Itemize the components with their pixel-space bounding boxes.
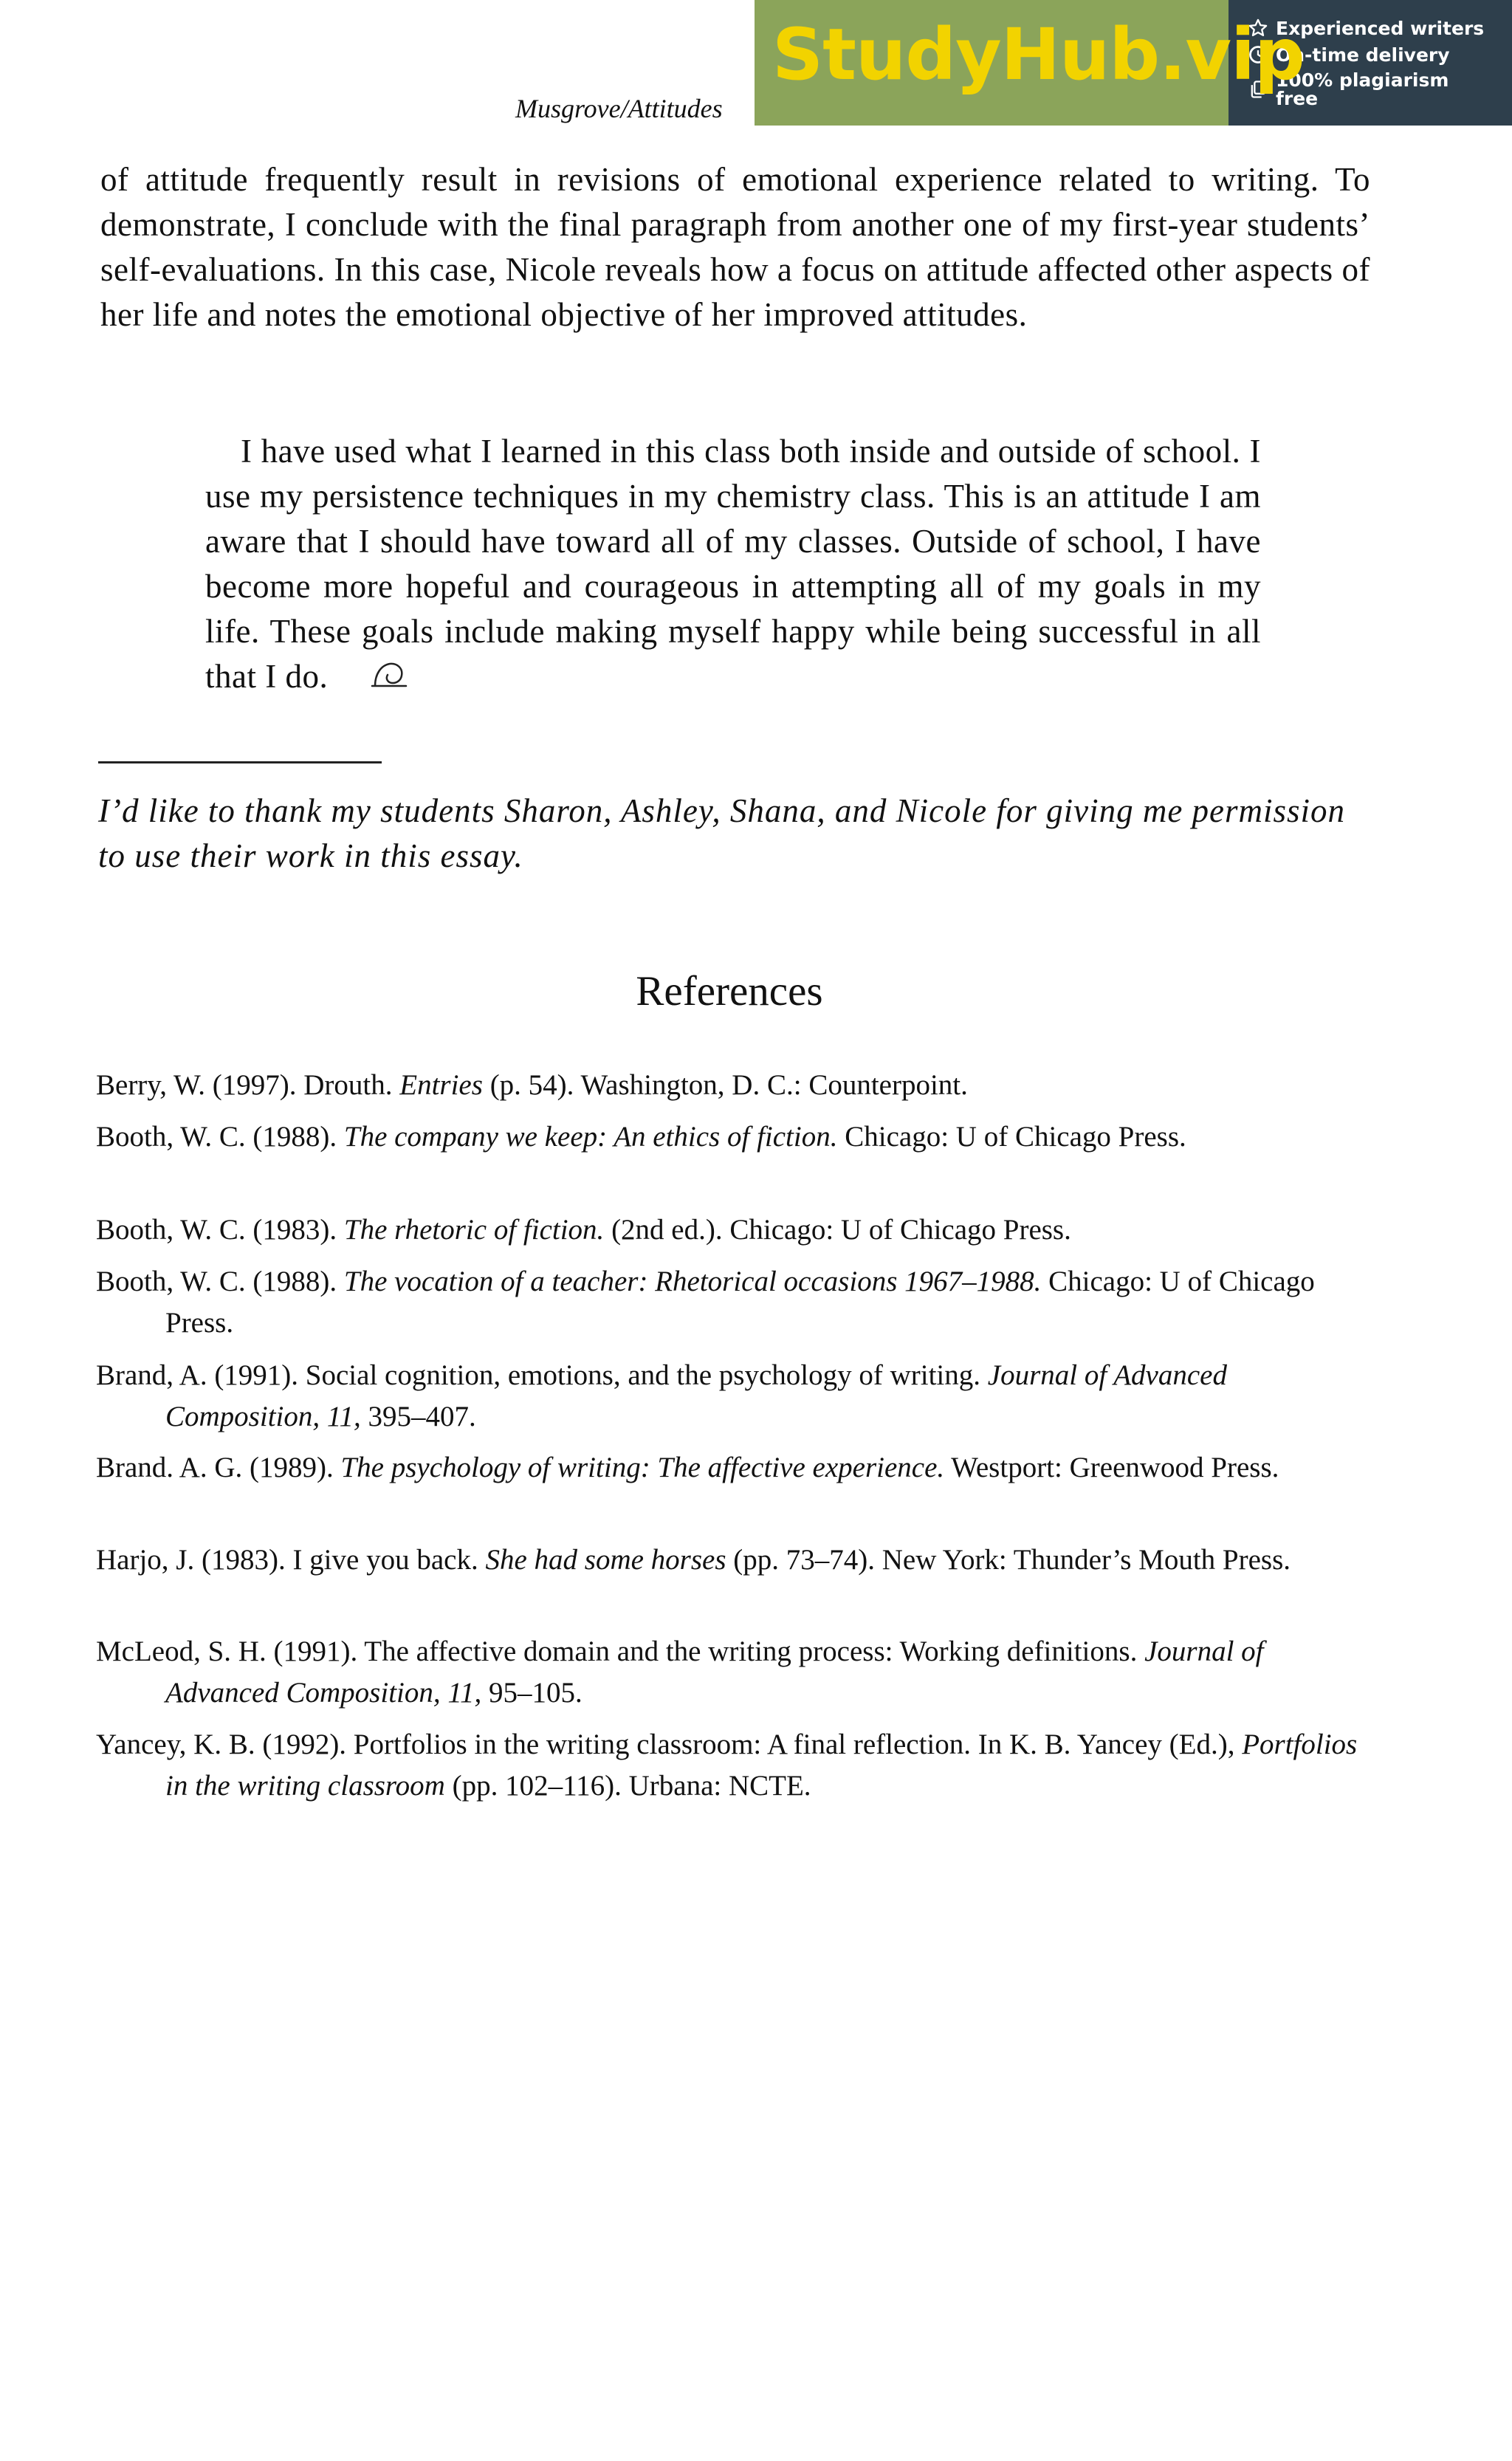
feature-label: Experienced writers [1276,17,1485,39]
reference-item: Booth, W. C. (1983). The rhetoric of fiction. (2nd ed.). Chicago: U of Chicago Press. [96,1214,1071,1246]
references-heading: References [636,968,823,1015]
banner-logo-panel[interactable] [755,0,1305,126]
block-quote-text: I have used what I learned in this class both inside and outside of school. I use my persistence techniques in my chemistry class. This is an attitude I am aware that I should have toward all of my classes. Outside of school, I have become more hopeful and courageous in attempting all of my goals in my life. These goals include making myself happy while being successful in all that I do. [205,433,1261,695]
reference-item: Booth, W. C. (1988). The company we keep: An ethics of fiction. Chicago: U of Chicago Press. [96,1121,1186,1153]
reference-item: Brand. A. G. (1989). The psychology of writing: The affective experience. Westport: Greenwood Press. [96,1452,1279,1483]
acknowledgment: I’d like to thank my students Sharon, Ashley, Shana, and Nicole for giving me permission to use their work in this essay. [98,792,1346,874]
studyhub-banner[interactable] [755,0,1512,126]
body-paragraph: of attitude frequently result in revisions of emotional experience related to writing. To demonstrate, I conclude with the final paragraph from another one of my first-year students’ self-evaluations. In this case, Nicole reveals how a focus on attitude affected other aspects of her life and notes the emotional objective of her improved attitudes. [100,161,1370,333]
feature-label: 100% plagiarism free [1276,69,1449,109]
feature-label: On-time delivery [1276,44,1450,66]
footnote-rule [98,761,382,763]
reference-item: Berry, W. (1997). Drouth. Entries (p. 54). Washington, D. C.: Counterpoint. [96,1069,968,1101]
reference-item: Yancey, K. B. (1992). Portfolios in the writing classroom: A final reflection. In K. B. Yancey (Ed.), Portfolios in the writing classroom (pp. 102–116). Urbana: NCTE. [96,1729,1358,1802]
reference-item: Booth, W. C. (1988). The vocation of a teacher: Rhetorical occasions 1967–1988. Chicago: U of Chicago Press. [96,1266,1315,1339]
block-quote [205,429,1261,699]
running-head: Musgrove/Attitudes [515,94,723,123]
end-mark-icon [332,657,375,690]
reference-item: Brand, A. (1991). Social cognition, emotions, and the psychology of writing. Journal of Advanced Composition, 11, 395–407. [96,1359,1227,1432]
reference-item: McLeod, S. H. (1991). The affective domain and the writing process: Working definitions. Journal of Advanced Composition, 11, 95–105. [96,1635,1264,1709]
studyhub-logo[interactable]: StudyHub.vip [772,13,1305,96]
reference-item: Harjo, J. (1983). I give you back. She had some horses (pp. 73–74). New York: Thunder’s Mouth Press. [96,1544,1291,1576]
